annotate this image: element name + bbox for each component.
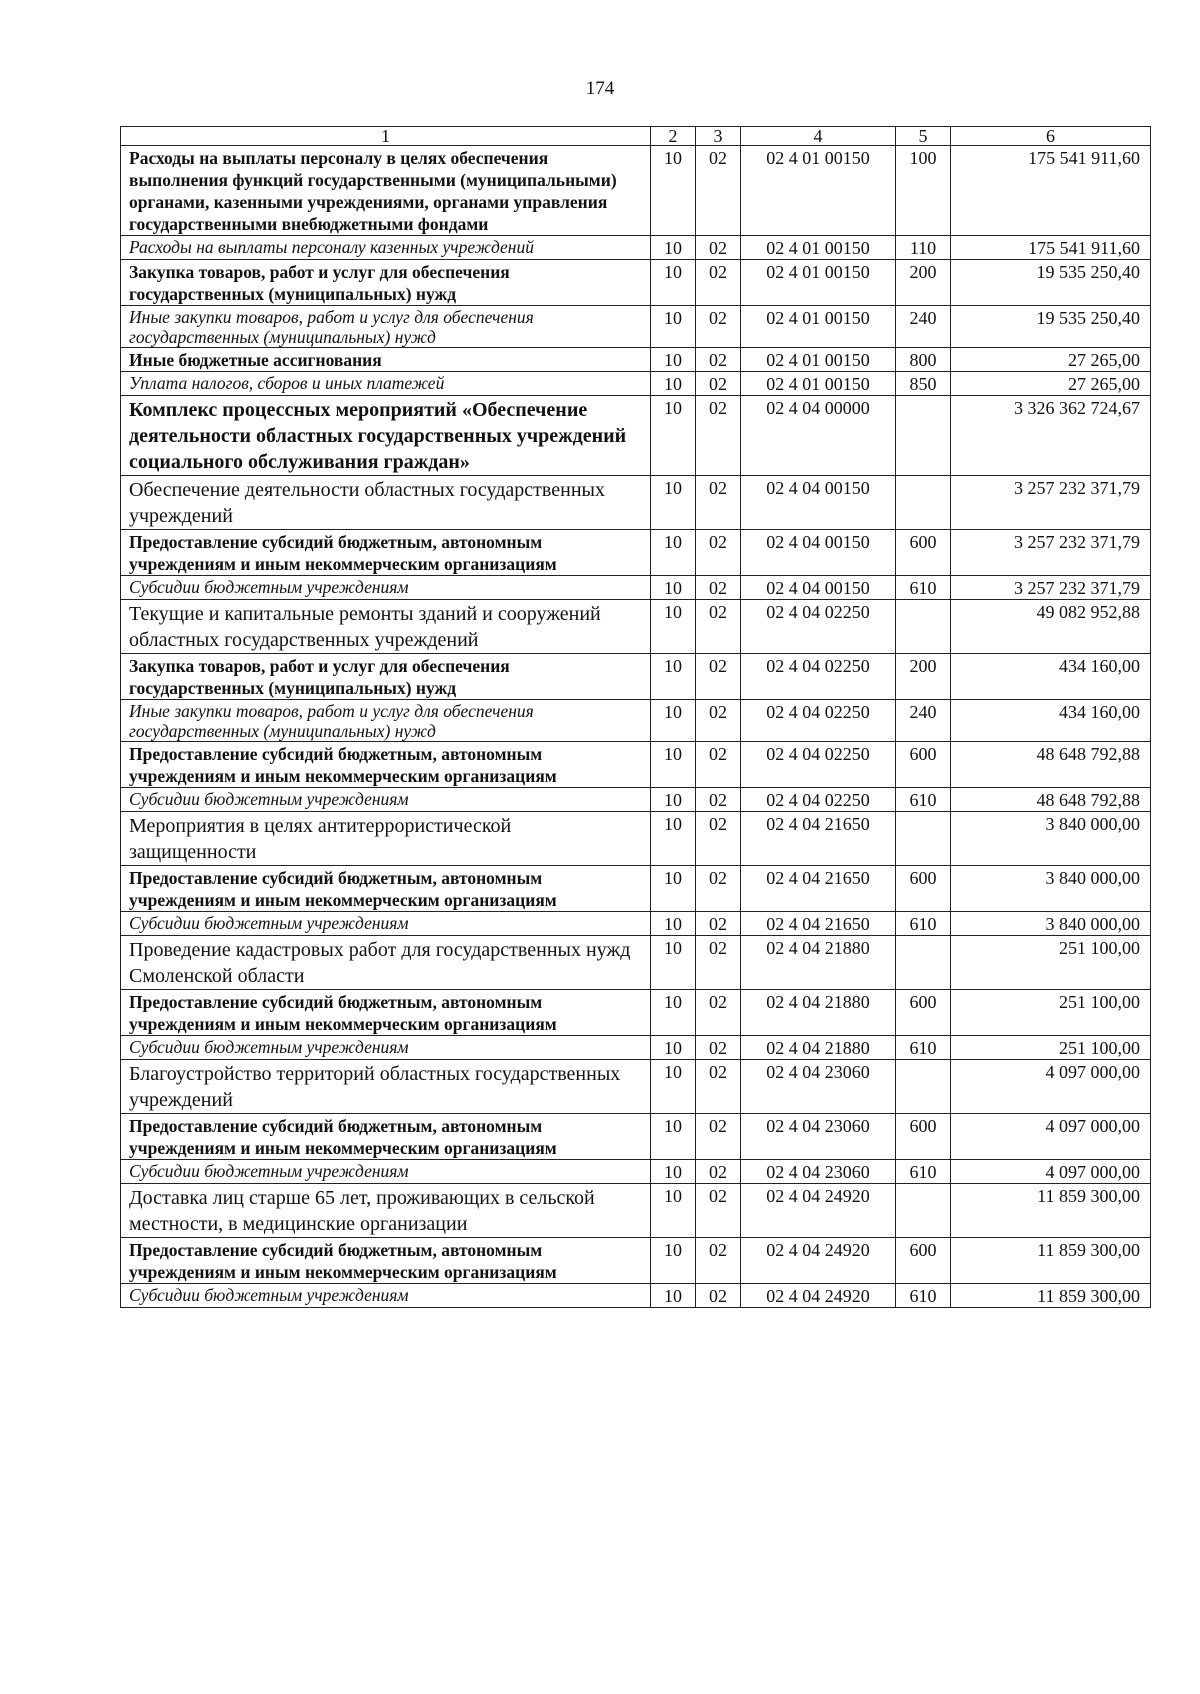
amount-cell: 434 160,00: [951, 700, 1151, 742]
target-article-cell: 02 4 04 00150: [741, 476, 896, 530]
target-article-cell: 02 4 04 23060: [741, 1114, 896, 1160]
target-article-cell: 02 4 01 00150: [741, 348, 896, 372]
target-article-cell: 02 4 04 23060: [741, 1060, 896, 1114]
target-article-cell: 02 4 04 00000: [741, 396, 896, 476]
table-row: [121, 260, 1151, 306]
amount-cell: 48 648 792,88: [951, 742, 1151, 788]
expense-type-cell: 610: [896, 788, 951, 812]
row-name-cell: Субсидии бюджетным учреждениям: [121, 1284, 651, 1308]
section-cell: 10: [651, 372, 696, 396]
subsection-cell: 02: [696, 372, 741, 396]
row-name-cell: Иные бюджетные ассигнования: [121, 348, 651, 372]
amount-cell: 48 648 792,88: [951, 788, 1151, 812]
subsection-cell: 02: [696, 1238, 741, 1284]
amount-cell: 251 100,00: [951, 936, 1151, 990]
table-row: [121, 146, 1151, 236]
amount-cell: 27 265,00: [951, 372, 1151, 396]
row-name-cell: Субсидии бюджетным учреждениям: [121, 912, 651, 936]
section-cell: 10: [651, 306, 696, 348]
row-name-cell: Предоставление субсидий бюджетным, автономным учреждениям и иным некоммерческим организациям: [121, 742, 651, 788]
subsection-cell: 02: [696, 788, 741, 812]
row-name-cell: Мероприятия в целях антитеррористической защищенности: [121, 812, 651, 866]
subsection-cell: 02: [696, 742, 741, 788]
amount-cell: 3 326 362 724,67: [951, 396, 1151, 476]
table-row: [121, 788, 1151, 812]
subsection-cell: 02: [696, 600, 741, 654]
table-row: [121, 236, 1151, 260]
row-name-cell: Комплекс процессных мероприятий «Обеспечение деятельности областных государственных учреждений социального обслуживания граждан»: [121, 396, 651, 476]
section-cell: 10: [651, 990, 696, 1036]
expense-type-cell: 600: [896, 1114, 951, 1160]
section-cell: 10: [651, 146, 696, 236]
section-cell: 10: [651, 912, 696, 936]
subsection-cell: 02: [696, 700, 741, 742]
subsection-cell: 02: [696, 348, 741, 372]
expense-type-cell: 600: [896, 866, 951, 912]
amount-cell: 27 265,00: [951, 348, 1151, 372]
subsection-cell: 02: [696, 936, 741, 990]
row-name-cell: Предоставление субсидий бюджетным, автономным учреждениям и иным некоммерческим организациям: [121, 1114, 651, 1160]
table-row: [121, 600, 1151, 654]
row-name-cell: Иные закупки товаров, работ и услуг для обеспечения государственных (муниципальных) нужд: [121, 306, 651, 348]
subsection-cell: 02: [696, 866, 741, 912]
subsection-cell: 02: [696, 1060, 741, 1114]
amount-cell: 11 859 300,00: [951, 1284, 1151, 1308]
target-article-cell: 02 4 04 21880: [741, 1036, 896, 1060]
target-article-cell: 02 4 04 02250: [741, 654, 896, 700]
section-cell: 10: [651, 600, 696, 654]
table-row: [121, 396, 1151, 476]
expense-type-cell: 100: [896, 146, 951, 236]
table-row: [121, 1036, 1151, 1060]
target-article-cell: 02 4 04 02250: [741, 742, 896, 788]
target-article-cell: 02 4 04 24920: [741, 1238, 896, 1284]
expense-type-cell: 610: [896, 1284, 951, 1308]
table-row: [121, 348, 1151, 372]
column-header-6: 6: [951, 127, 1151, 146]
amount-cell: 3 257 232 371,79: [951, 530, 1151, 576]
row-name-cell: Текущие и капитальные ремонты зданий и сооружений областных государственных учреждений: [121, 600, 651, 654]
table-row: [121, 1284, 1151, 1308]
amount-cell: 11 859 300,00: [951, 1238, 1151, 1284]
row-name-cell: Благоустройство территорий областных государственных учреждений: [121, 1060, 651, 1114]
row-name-cell: Предоставление субсидий бюджетным, автономным учреждениям и иным некоммерческим организациям: [121, 990, 651, 1036]
subsection-cell: 02: [696, 1114, 741, 1160]
expense-type-cell: [896, 1184, 951, 1238]
target-article-cell: 02 4 04 21650: [741, 812, 896, 866]
target-article-cell: 02 4 04 21880: [741, 936, 896, 990]
section-cell: 10: [651, 1160, 696, 1184]
expense-type-cell: 240: [896, 700, 951, 742]
subsection-cell: 02: [696, 576, 741, 600]
row-name-cell: Закупка товаров, работ и услуг для обеспечения государственных (муниципальных) нужд: [121, 260, 651, 306]
column-header-2: 2: [651, 127, 696, 146]
table-row: [121, 990, 1151, 1036]
header-row: [121, 127, 1151, 146]
amount-cell: 3 257 232 371,79: [951, 476, 1151, 530]
expense-type-cell: 600: [896, 530, 951, 576]
subsection-cell: 02: [696, 396, 741, 476]
row-name-cell: Субсидии бюджетным учреждениям: [121, 576, 651, 600]
expense-type-cell: 610: [896, 1160, 951, 1184]
table-row: [121, 1114, 1151, 1160]
subsection-cell: 02: [696, 236, 741, 260]
row-name-cell: Расходы на выплаты персоналу в целях обеспечения выполнения функций государственными (муниципальными) органами, казенными учреждениями, органами управления государственными внебюджетными фондами: [121, 146, 651, 236]
table-row: [121, 936, 1151, 990]
row-name-cell: Проведение кадастровых работ для государственных нужд Смоленской области: [121, 936, 651, 990]
row-name-cell: Расходы на выплаты персоналу казенных учреждений: [121, 236, 651, 260]
table-row: [121, 866, 1151, 912]
target-article-cell: 02 4 01 00150: [741, 146, 896, 236]
section-cell: 10: [651, 812, 696, 866]
target-article-cell: 02 4 01 00150: [741, 236, 896, 260]
page-number: 174: [585, 78, 615, 99]
expense-type-cell: 600: [896, 990, 951, 1036]
amount-cell: 19 535 250,40: [951, 306, 1151, 348]
target-article-cell: 02 4 04 21650: [741, 912, 896, 936]
amount-cell: 3 257 232 371,79: [951, 576, 1151, 600]
section-cell: 10: [651, 1238, 696, 1284]
amount-cell: 11 859 300,00: [951, 1184, 1151, 1238]
section-cell: 10: [651, 1184, 696, 1238]
amount-cell: 19 535 250,40: [951, 260, 1151, 306]
subsection-cell: 02: [696, 1036, 741, 1060]
target-article-cell: 02 4 04 02250: [741, 600, 896, 654]
subsection-cell: 02: [696, 1160, 741, 1184]
amount-cell: 4 097 000,00: [951, 1160, 1151, 1184]
table-row: [121, 476, 1151, 530]
section-cell: 10: [651, 236, 696, 260]
expense-type-cell: [896, 396, 951, 476]
section-cell: 10: [651, 530, 696, 576]
row-name-cell: Обеспечение деятельности областных государственных учреждений: [121, 476, 651, 530]
target-article-cell: 02 4 04 24920: [741, 1184, 896, 1238]
subsection-cell: 02: [696, 654, 741, 700]
section-cell: 10: [651, 1114, 696, 1160]
section-cell: 10: [651, 1284, 696, 1308]
amount-cell: 4 097 000,00: [951, 1060, 1151, 1114]
target-article-cell: 02 4 04 24920: [741, 1284, 896, 1308]
section-cell: 10: [651, 476, 696, 530]
expense-type-cell: 600: [896, 742, 951, 788]
table-row: [121, 576, 1151, 600]
table-row: [121, 1238, 1151, 1284]
target-article-cell: 02 4 01 00150: [741, 306, 896, 348]
expense-type-cell: 850: [896, 372, 951, 396]
amount-cell: 251 100,00: [951, 1036, 1151, 1060]
table-row: [121, 1160, 1151, 1184]
expense-type-cell: [896, 812, 951, 866]
expense-type-cell: 800: [896, 348, 951, 372]
column-header-3: 3: [696, 127, 741, 146]
amount-cell: 434 160,00: [951, 654, 1151, 700]
row-name-cell: Доставка лиц старше 65 лет, проживающих в сельской местности, в медицинские организации: [121, 1184, 651, 1238]
subsection-cell: 02: [696, 260, 741, 306]
expense-type-cell: 110: [896, 236, 951, 260]
row-name-cell: Субсидии бюджетным учреждениям: [121, 788, 651, 812]
amount-cell: 4 097 000,00: [951, 1114, 1151, 1160]
amount-cell: 175 541 911,60: [951, 146, 1151, 236]
row-name-cell: Предоставление субсидий бюджетным, автономным учреждениям и иным некоммерческим организациям: [121, 866, 651, 912]
row-name-cell: Субсидии бюджетным учреждениям: [121, 1036, 651, 1060]
subsection-cell: 02: [696, 1184, 741, 1238]
subsection-cell: 02: [696, 912, 741, 936]
section-cell: 10: [651, 742, 696, 788]
section-cell: 10: [651, 396, 696, 476]
table-body: [121, 146, 1151, 1308]
amount-cell: 3 840 000,00: [951, 912, 1151, 936]
table-row: [121, 812, 1151, 866]
target-article-cell: 02 4 01 00150: [741, 372, 896, 396]
subsection-cell: 02: [696, 812, 741, 866]
target-article-cell: 02 4 04 02250: [741, 788, 896, 812]
amount-cell: 251 100,00: [951, 990, 1151, 1036]
expense-type-cell: [896, 1060, 951, 1114]
table-row: [121, 700, 1151, 742]
amount-cell: 3 840 000,00: [951, 866, 1151, 912]
section-cell: 10: [651, 1060, 696, 1114]
target-article-cell: 02 4 01 00150: [741, 260, 896, 306]
expense-type-cell: [896, 936, 951, 990]
column-header-5: 5: [896, 127, 951, 146]
expense-type-cell: 600: [896, 1238, 951, 1284]
section-cell: 10: [651, 576, 696, 600]
row-name-cell: Предоставление субсидий бюджетным, автономным учреждениям и иным некоммерческим организациям: [121, 1238, 651, 1284]
amount-cell: 3 840 000,00: [951, 812, 1151, 866]
section-cell: 10: [651, 348, 696, 372]
row-name-cell: Предоставление субсидий бюджетным, автономным учреждениям и иным некоммерческим организациям: [121, 530, 651, 576]
row-name-cell: Закупка товаров, работ и услуг для обеспечения государственных (муниципальных) нужд: [121, 654, 651, 700]
expense-type-cell: 200: [896, 654, 951, 700]
section-cell: 10: [651, 788, 696, 812]
expense-type-cell: 610: [896, 576, 951, 600]
row-name-cell: Уплата налогов, сборов и иных платежей: [121, 372, 651, 396]
table-row: [121, 912, 1151, 936]
column-header-1: 1: [121, 127, 651, 146]
target-article-cell: 02 4 04 00150: [741, 530, 896, 576]
table-row: [121, 742, 1151, 788]
target-article-cell: 02 4 04 00150: [741, 576, 896, 600]
expense-type-cell: [896, 476, 951, 530]
table-row: [121, 306, 1151, 348]
target-article-cell: 02 4 04 21650: [741, 866, 896, 912]
expense-type-cell: 610: [896, 1036, 951, 1060]
section-cell: 10: [651, 936, 696, 990]
amount-cell: 175 541 911,60: [951, 236, 1151, 260]
expense-type-cell: 200: [896, 260, 951, 306]
row-name-cell: Субсидии бюджетным учреждениям: [121, 1160, 651, 1184]
table-row: [121, 372, 1151, 396]
target-article-cell: 02 4 04 21880: [741, 990, 896, 1036]
expense-type-cell: 610: [896, 912, 951, 936]
subsection-cell: 02: [696, 476, 741, 530]
target-article-cell: 02 4 04 02250: [741, 700, 896, 742]
subsection-cell: 02: [696, 530, 741, 576]
section-cell: 10: [651, 654, 696, 700]
budget-table: [120, 126, 1151, 1308]
subsection-cell: 02: [696, 146, 741, 236]
section-cell: 10: [651, 260, 696, 306]
amount-cell: 49 082 952,88: [951, 600, 1151, 654]
section-cell: 10: [651, 1036, 696, 1060]
subsection-cell: 02: [696, 1284, 741, 1308]
section-cell: 10: [651, 866, 696, 912]
subsection-cell: 02: [696, 990, 741, 1036]
subsection-cell: 02: [696, 306, 741, 348]
expense-type-cell: [896, 600, 951, 654]
section-cell: 10: [651, 700, 696, 742]
target-article-cell: 02 4 04 23060: [741, 1160, 896, 1184]
row-name-cell: Иные закупки товаров, работ и услуг для обеспечения государственных (муниципальных) нужд: [121, 700, 651, 742]
table-row: [121, 1184, 1151, 1238]
table-row: [121, 1060, 1151, 1114]
table-row: [121, 654, 1151, 700]
table-row: [121, 530, 1151, 576]
column-header-4: 4: [741, 127, 896, 146]
expense-type-cell: 240: [896, 306, 951, 348]
